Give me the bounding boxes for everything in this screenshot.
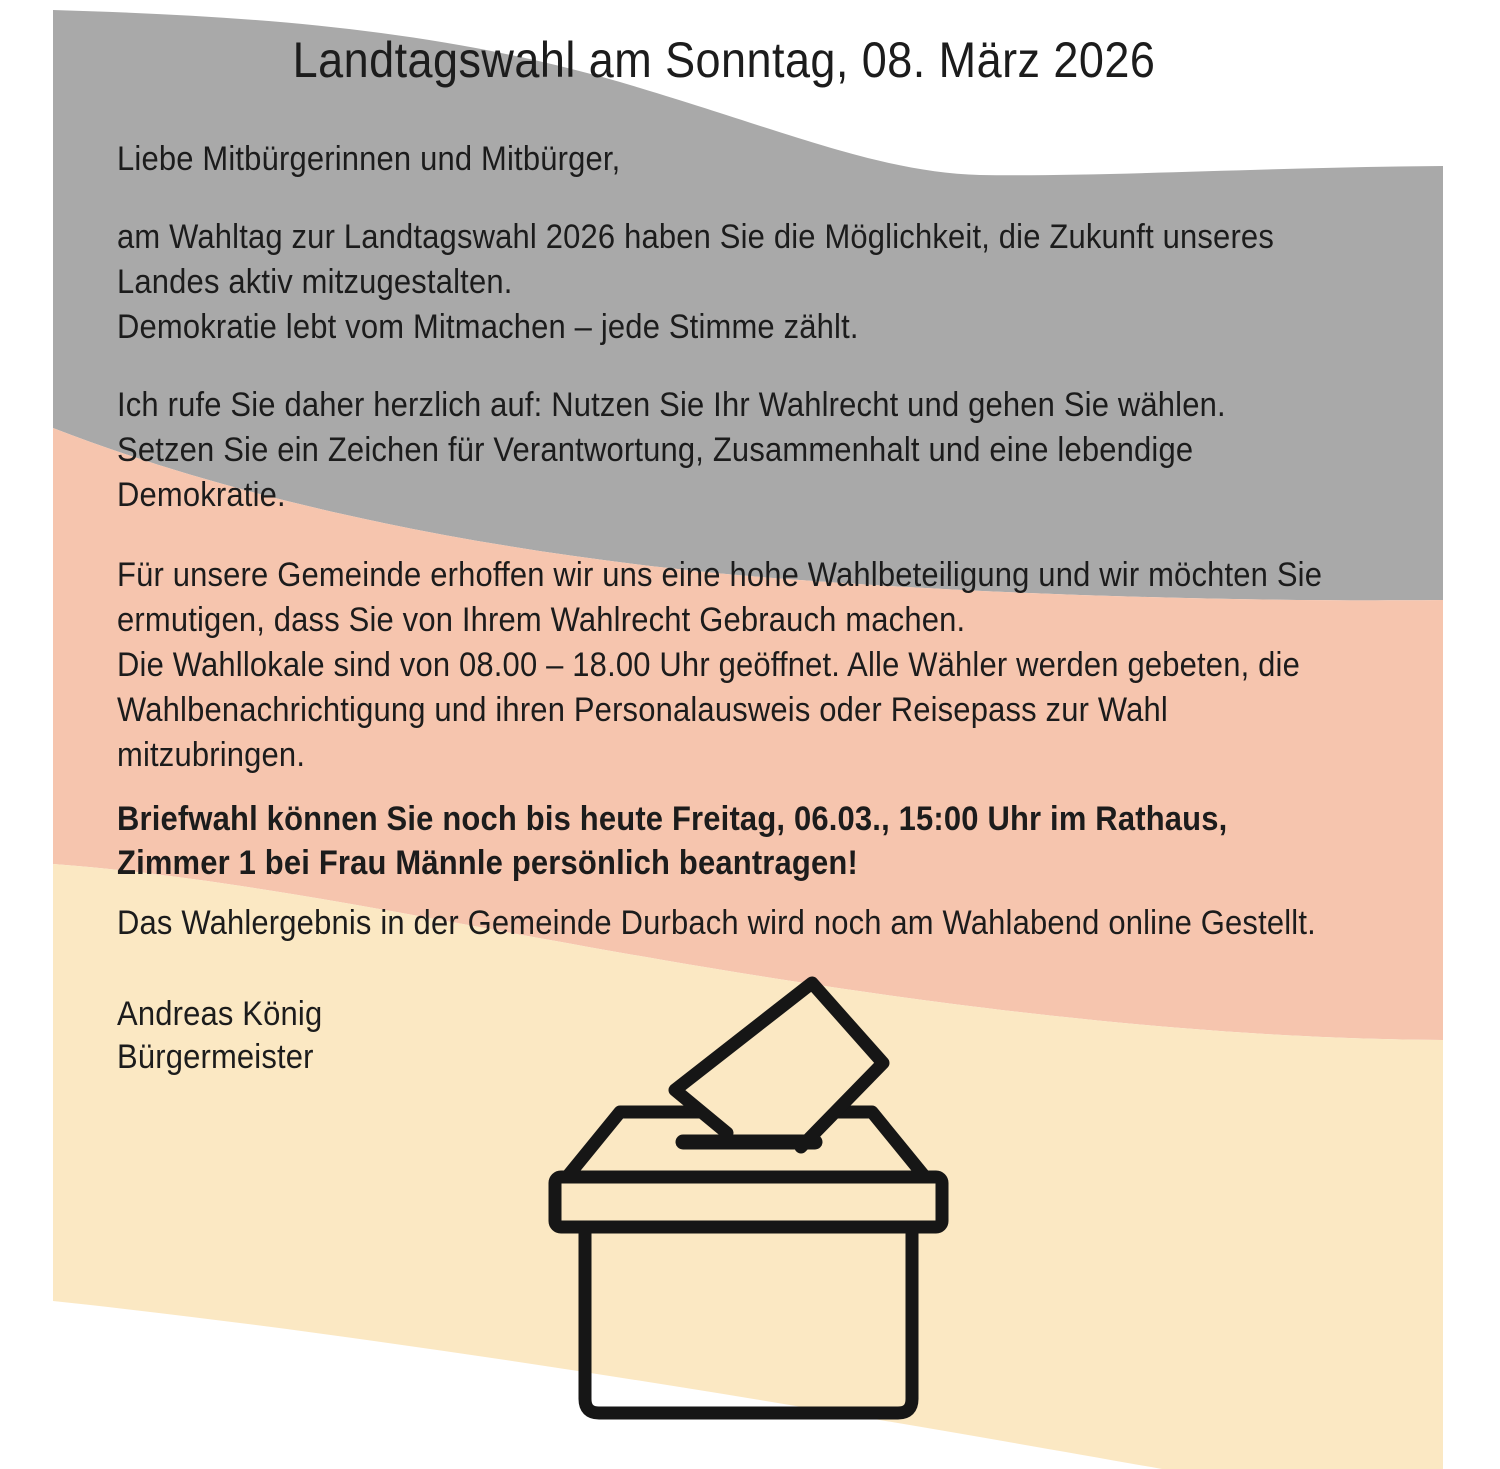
appeal-line: Setzen Sie ein Zeichen für Verantwortung, Zusammenhalt und eine lebendige bbox=[117, 431, 1194, 469]
intro-paragraph bbox=[117, 215, 1274, 350]
postal-vote-line: Zimmer 1 bei Frau Männle persönlich beantragen! bbox=[117, 844, 858, 882]
page-title: Landtagswahl am Sonntag, 08. März 2026 bbox=[292, 32, 1156, 88]
signature-role: Bürgermeister bbox=[117, 1038, 314, 1076]
polling-info-line: mitzubringen. bbox=[117, 736, 306, 774]
polling-info-paragraph bbox=[117, 553, 1322, 778]
greeting-line: Liebe Mitbürgerinnen und Mitbürger, bbox=[117, 140, 621, 178]
appeal-line: Ich rufe Sie daher herzlich auf: Nutzen Sie Ihr Wahlrecht und gehen Sie wählen. bbox=[117, 386, 1226, 424]
polling-info-line: Die Wahllokale sind von 08.00 – 18.00 Uhr geöffnet. Alle Wähler werden gebeten, die bbox=[117, 646, 1300, 684]
polling-info-line: Für unsere Gemeinde erhoffen wir uns eine hohe Wahlbeteiligung und wir möchten Sie bbox=[117, 556, 1323, 594]
ballot-box-rim bbox=[555, 1177, 942, 1227]
intro-line: am Wahltag zur Landtagswahl 2026 haben Sie die Möglichkeit, die Zukunft unseres bbox=[117, 218, 1274, 256]
appeal-line: Demokratie. bbox=[117, 476, 286, 514]
ballot-box-body bbox=[585, 1227, 912, 1413]
signature-name: Andreas König bbox=[117, 995, 323, 1033]
polling-info-line: Wahlbenachrichtigung und ihren Personalausweis oder Reisepass zur Wahl bbox=[117, 691, 1168, 729]
postal-vote-line: Briefwahl können Sie noch bis heute Freitag, 06.03., 15:00 Uhr im Rathaus, bbox=[117, 800, 1228, 838]
signature-block bbox=[117, 993, 322, 1079]
appeal-paragraph bbox=[117, 383, 1226, 518]
intro-line: Landes aktiv mitzugestalten. bbox=[117, 263, 513, 301]
polling-info-line: ermutigen, dass Sie von Ihrem Wahlrecht Gebrauch machen. bbox=[117, 601, 966, 639]
intro-line: Demokratie lebt vom Mitmachen – jede Stimme zählt. bbox=[117, 308, 859, 346]
result-paragraph bbox=[117, 901, 1316, 946]
ballot-box-icon bbox=[540, 970, 960, 1430]
ballot-box-icon-strokes bbox=[555, 983, 942, 1413]
postal-vote-notice bbox=[117, 797, 1227, 885]
result-line: Das Wahlergebnis in der Gemeinde Durbach wird noch am Wahlabend online Gestellt. bbox=[117, 904, 1316, 942]
greeting-paragraph bbox=[117, 137, 620, 182]
